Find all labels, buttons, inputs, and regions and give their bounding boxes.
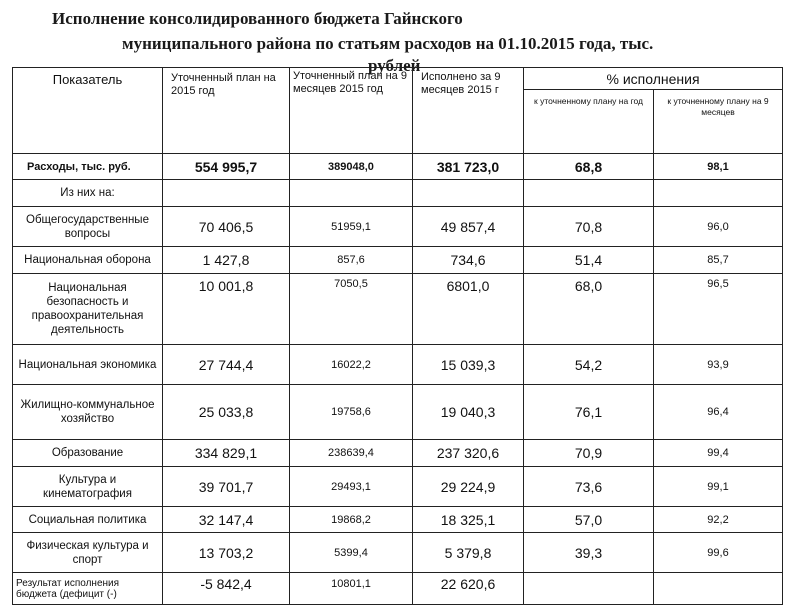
row-name: Образование bbox=[13, 440, 163, 467]
row-plan-9m: 19758,6 bbox=[290, 385, 413, 440]
table-row bbox=[13, 345, 783, 385]
row-pct-9m: 99,1 bbox=[654, 467, 783, 507]
row-plan-9m: 7050,5 bbox=[290, 274, 413, 345]
row-plan-9m: 857,6 bbox=[290, 247, 413, 274]
result-plan-year: -5 842,4 bbox=[163, 573, 290, 605]
row-executed: 15 039,3 bbox=[413, 345, 524, 385]
table-row bbox=[13, 507, 783, 533]
row-pct-9m: 99,4 bbox=[654, 440, 783, 467]
row-pct-9m: 96,0 bbox=[654, 207, 783, 247]
budget-table bbox=[12, 67, 783, 605]
header-executed-9m: Исполнено за 9 месяцев 2015 г bbox=[413, 68, 524, 154]
table-row bbox=[13, 207, 783, 247]
total-pct-year: 68,8 bbox=[524, 154, 654, 180]
row-plan-year: 39 701,7 bbox=[163, 467, 290, 507]
row-name: Общегосударственные вопросы bbox=[13, 207, 163, 247]
table-row bbox=[13, 533, 783, 573]
header-pct-group: % исполнения bbox=[524, 68, 783, 90]
table-row bbox=[13, 440, 783, 467]
title-line-2: муниципального района по статьям расходов на 01.10.2015 года, тыс. bbox=[122, 34, 654, 53]
row-executed: 29 224,9 bbox=[413, 467, 524, 507]
header-pct-year: к уточненному плану на год bbox=[524, 90, 654, 154]
header-plan-year: Уточненный план на 2015 год bbox=[163, 68, 290, 154]
row-pct-year: 54,2 bbox=[524, 345, 654, 385]
row-plan-year: 27 744,4 bbox=[163, 345, 290, 385]
row-name: Жилищно-коммунальное хозяйство bbox=[13, 385, 163, 440]
row-executed: 18 325,1 bbox=[413, 507, 524, 533]
row-pct-9m: 96,5 bbox=[654, 274, 783, 345]
row-pct-year: 51,4 bbox=[524, 247, 654, 274]
row-executed: 237 320,6 bbox=[413, 440, 524, 467]
row-executed: 734,6 bbox=[413, 247, 524, 274]
row-pct-9m: 99,6 bbox=[654, 533, 783, 573]
row-plan-9m: 51959,1 bbox=[290, 207, 413, 247]
total-name: Расходы, тыс. руб. bbox=[13, 154, 163, 180]
row-plan-year: 10 001,8 bbox=[163, 274, 290, 345]
table-row bbox=[13, 467, 783, 507]
row-plan-year: 334 829,1 bbox=[163, 440, 290, 467]
header-indicator: Показатель bbox=[13, 68, 163, 154]
row-name: Культура и кинематография bbox=[13, 467, 163, 507]
total-plan-year: 554 995,7 bbox=[163, 154, 290, 180]
total-executed: 381 723,0 bbox=[413, 154, 524, 180]
row-pct-year: 70,9 bbox=[524, 440, 654, 467]
row-plan-year: 1 427,8 bbox=[163, 247, 290, 274]
row-executed: 6801,0 bbox=[413, 274, 524, 345]
row-pct-year: 68,0 bbox=[524, 274, 654, 345]
row-pct-9m: 85,7 bbox=[654, 247, 783, 274]
title-line-1: Исполнение консолидированного бюджета Гайнского bbox=[52, 9, 463, 28]
total-plan-9m: 389048,0 bbox=[290, 154, 413, 180]
row-pct-year: 57,0 bbox=[524, 507, 654, 533]
row-plan-9m: 19868,2 bbox=[290, 507, 413, 533]
document-title bbox=[0, 0, 800, 75]
result-name: Результат исполнения бюджета (дефицит (-) bbox=[13, 573, 163, 605]
row-plan-year: 70 406,5 bbox=[163, 207, 290, 247]
row-plan-9m: 238639,4 bbox=[290, 440, 413, 467]
row-plan-9m: 5399,4 bbox=[290, 533, 413, 573]
subheader-label: Из них на: bbox=[13, 180, 163, 207]
title-line-3: рублей bbox=[368, 56, 421, 75]
row-pct-year: 73,6 bbox=[524, 467, 654, 507]
row-pct-year: 39,3 bbox=[524, 533, 654, 573]
result-executed: 22 620,6 bbox=[413, 573, 524, 605]
row-pct-9m: 96,4 bbox=[654, 385, 783, 440]
row-pct-9m: 93,9 bbox=[654, 345, 783, 385]
header-row-1 bbox=[13, 68, 783, 90]
row-name: Социальная политика bbox=[13, 507, 163, 533]
table-row bbox=[13, 247, 783, 274]
header-pct-9m: к уточненному плану на 9 месяцев bbox=[654, 90, 783, 154]
row-name: Национальная безопасность и правоохранительная деятельность bbox=[13, 274, 163, 345]
total-pct-9m: 98,1 bbox=[654, 154, 783, 180]
table-row-subheader bbox=[13, 180, 783, 207]
row-plan-year: 13 703,2 bbox=[163, 533, 290, 573]
row-name: Национальная оборона bbox=[13, 247, 163, 274]
table-row bbox=[13, 385, 783, 440]
table-row bbox=[13, 274, 783, 345]
row-executed: 19 040,3 bbox=[413, 385, 524, 440]
row-pct-year: 70,8 bbox=[524, 207, 654, 247]
header-plan-9m: Уточненный план на 9 месяцев 2015 год bbox=[290, 68, 413, 154]
row-pct-year: 76,1 bbox=[524, 385, 654, 440]
row-executed: 5 379,8 bbox=[413, 533, 524, 573]
row-plan-year: 25 033,8 bbox=[163, 385, 290, 440]
row-name: Национальная экономика bbox=[13, 345, 163, 385]
table-row-total bbox=[13, 154, 783, 180]
row-plan-year: 32 147,4 bbox=[163, 507, 290, 533]
row-pct-9m: 92,2 bbox=[654, 507, 783, 533]
result-plan-9m: 10801,1 bbox=[290, 573, 413, 605]
row-plan-9m: 16022,2 bbox=[290, 345, 413, 385]
row-plan-9m: 29493,1 bbox=[290, 467, 413, 507]
row-name: Физическая культура и спорт bbox=[13, 533, 163, 573]
row-executed: 49 857,4 bbox=[413, 207, 524, 247]
